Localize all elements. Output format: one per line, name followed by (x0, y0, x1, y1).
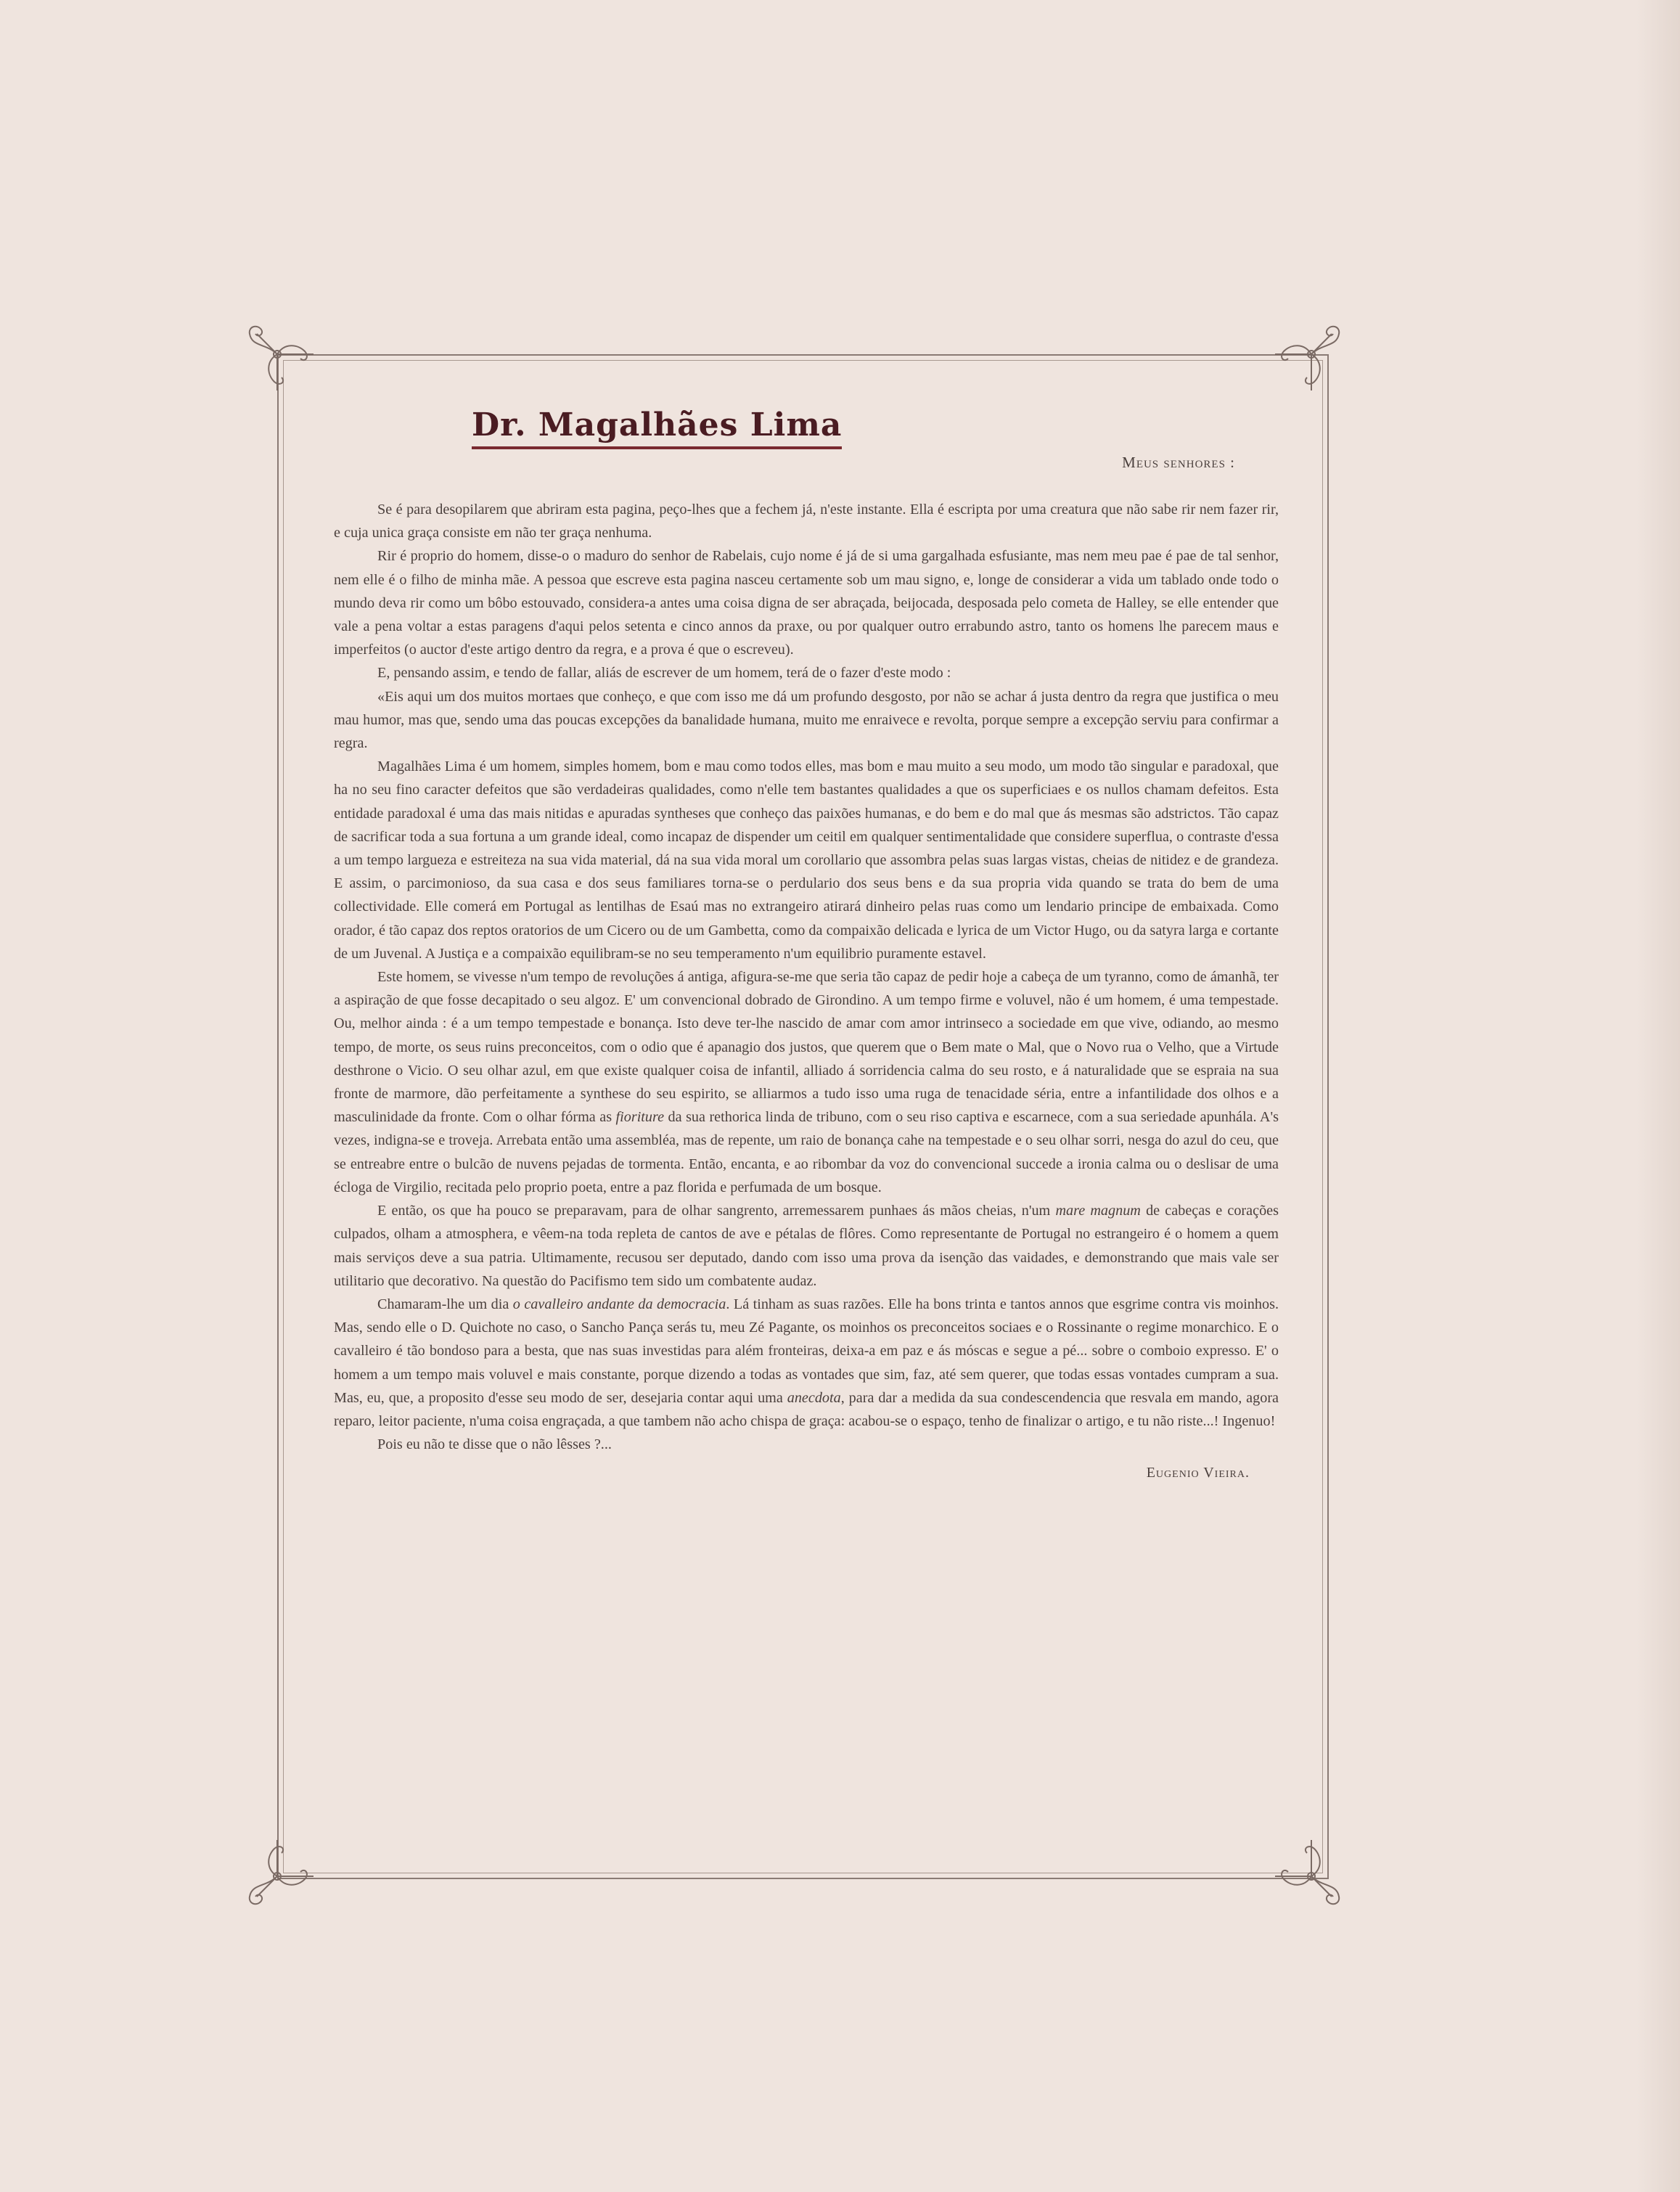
article-paragraph: Rir é proprio do homem, disse-o o maduro do senhor de Rabelais, cujo nome é já de si uma gargalhada esfusiante, mas nem meu pae é pae de tal senhor, nem elle é o filho de minha mãe. A pessoa que escreve esta pagina nasceu certamente sob um mau signo, e, longe de considerar a vida um tablado onde todo o mundo deva rir como um bôbo estouvado, considera-a antes uma coisa digna de ser abraçada, beijocada, desposada pelo cometa de Halley, se elle entender que vale a pena voltar a estas paragens d'aqui pelos setenta e cinco annos da praxe, ou por qualquer outro errabundo astro, tanto os homens lhe parecem maus e imperfeitos (o auctor d'este artigo dentro da regra, e a prova é que o escreveu). (334, 548, 1279, 658)
corner-ornament-icon (241, 318, 321, 398)
corner-ornament-icon (1268, 1833, 1348, 1913)
italic-phrase: anecdota (787, 1389, 841, 1406)
page-title: Dr. Magalhães Lima (472, 406, 842, 449)
article-paragraph: Chamaram-lhe um dia o cavalleiro andante da democracia. Lá tinham as suas razões. Elle ha bons trinta e tantos annos que esgrime contra vis moinhos. Mas, sendo elle o D. Quichote no caso, o Sancho Pança serás tu, meu Zé Pagante, os moinhos os preconceitos sociaes e o Rossinante o regime monarchico. E o cavalleiro é tão bondoso para a besta, que nas suas investidas para além fronteiras, deixa-a em paz e ás móscas e segue a pé... sobre o comboio expresso. E' o homem a um tempo mais voluvel e mais constante, porque dizendo a todas as vontades que sim, faz, até sem querer, que todas essas vontades cumpram a sua. Mas, eu, que, a proposito d'esse seu modo de ser, desejaria contar aqui uma anecdota, para dar a medida da sua condescendencia que resvala em mando, agora reparo, leitor paciente, n'uma coisa engraçada, a que tambem não acho chispa de graça: acabou-se o espaço, tenho de finalizar o artigo, e tu não riste...! Ingenuo! (334, 1296, 1279, 1429)
article-body (334, 498, 1279, 1456)
author-signature: Eugenio Vieira. (1146, 1465, 1250, 1481)
article-paragraph: Magalhães Lima é um homem, simples homem, bom e mau como todos elles, mas bom e mau muito a seu modo, um modo tão singular e paradoxal, que ha no seu fino caracter defeitos que são verdadeiras qualidades, como n'elle tem bastantes qualidades a que os superficiaes e os nullos chamam defeitos. Esta entidade paradoxal é uma das mais nitidas e apuradas syntheses que conheço das paixões humanas, e do bem e do mal que ás mesmas são adstrictos. Tão capaz de sacrificar toda a sua fortuna a um grande ideal, como incapaz de dispender um ceitil em qualquer sentimentalidade que considere superflua, o contraste d'essa a um tempo largueza e estreiteza na sua vida material, dá na sua vida moral um corollario que assombra pelas suas largas vistas, cheias de nitidez e de grandeza. E assim, o parcimonioso, da sua casa e dos seus familiares torna-se o perdulario dos seus bens e da sua propria vida quando se trata do bem de uma collectividade. Elle comerá em Portugal as lentilhas de Esaú mas no extrangeiro atirará dinheiro pelas ruas como um lendario principe de embaixada. Como orador, é tão capaz dos reptos oratorios de um Cicero ou de um Gambetta, como da compaixão delicada e lyrica de um Victor Hugo, ou da satyra larga e cortante de um Juvenal. A Justiça e a compaixão equilibram-se no seu temperamento n'um equilibrio puramente estavel. (334, 758, 1279, 962)
salutation: Meus senhores : (1122, 454, 1235, 471)
article-paragraph: Se é para desopilarem que abriram esta pagina, peço-lhes que a fechem já, n'este instante. Ella é escripta por uma creatura que não sabe rir nem fazer rir, e cuja unica graça consiste em não ter graça nenhuma. (334, 502, 1279, 541)
paper-edge-shadow (1636, 0, 1680, 2192)
article-paragraph: «Eis aqui um dos muitos mortaes que conheço, e que com isso me dá um profundo desgosto, por não se achar á justa dentro da regra que justifica o meu mau humor, mas que, sendo uma das poucas excepções da banalidade humana, muito me enraivece e revolta, porque sempre a excepção serviu para confirmar a regra. (334, 688, 1279, 752)
italic-phrase: mare magnum (1055, 1203, 1141, 1219)
italic-phrase: o cavalleiro andante da democracia (512, 1296, 726, 1312)
article-paragraph: Este homem, se vivesse n'um tempo de revoluções á antiga, afigura-se-me que seria tão capaz de pedir hoje a cabeça de um tyranno, como de ámanhã, ter a aspiração de que fosse decapitado o seu algoz. E' um convencional dobrado de Girondino. A um tempo firme e voluvel, não é um homem, é uma tempestade. Ou, melhor ainda : é a um tempo tempestade e bonança. Isto deve ter-lhe nascido de amar com amor intrinseco a sociedade em que vive, odiando, ao mesmo tempo, de morte, os seus ruins preconceitos, com o odio que é apanagio dos justos, que querem que o Bem mate o Mal, que o Novo rua o Velho, que a Virtude desthrone o Vicio. O seu olhar azul, em que existe qualquer coisa de infantil, alliado á sorridencia calma do seu rosto, e á naturalidade que se espraia na sua fronte de marmore, dão perfeitamente a synthese do seu espirito, se alliarmos a tudo isso uma ruga de tenacidade séria, entre a infantilidade dos olhos e a masculinidade da fronte. Com o olhar fórma as fioriture da sua rethorica linda de tribuno, com o seu riso captiva e escarnece, com a sua seriedade apunhála. A's vezes, indigna-se e troveja. Arrebata então uma assembléa, mas de repente, um raio de bonança cahe na tempestade e o seu olhar sorri, nesga do azul do ceu, que se entreabre entre o bulcão de nuvens pejadas de tormenta. Então, encanta, e ao ribombar da voz do convencional succede a ironia calma ou o deslisar de uma écloga de Virgilio, recitada pelo proprio poeta, entre a paz florida e perfumada de um bosque. (334, 969, 1279, 1195)
italic-phrase: fioriture (615, 1109, 665, 1126)
corner-ornament-icon (1268, 318, 1348, 398)
corner-ornament-icon (241, 1833, 321, 1913)
article-content (334, 406, 1279, 1851)
article-paragraph: E, pensando assim, e tendo de fallar, aliás de escrever de um homem, terá de o fazer d'este modo : (377, 665, 951, 682)
article-paragraph: E então, os que ha pouco se preparavam, para de olhar sangrento, arremessarem punhaes ás mãos cheias, n'um mare magnum de cabeças e corações culpados, olham a atmosphera, e vêem-na toda repleta de cantos de ave e pétalas de flôres. Como representante de Portugal no estrangeiro é o homem a quem mais serviços deve a sua patria. Ultimamente, recusou ser deputado, dando com isso uma prova da isenção das vaidades, e demonstrando que mais vale ser utilitario que decorativo. Na questão do Pacifismo tem sido um combatente audaz. (334, 1203, 1279, 1289)
article-paragraph: Pois eu não te disse que o não lêsses ?... (377, 1436, 612, 1453)
